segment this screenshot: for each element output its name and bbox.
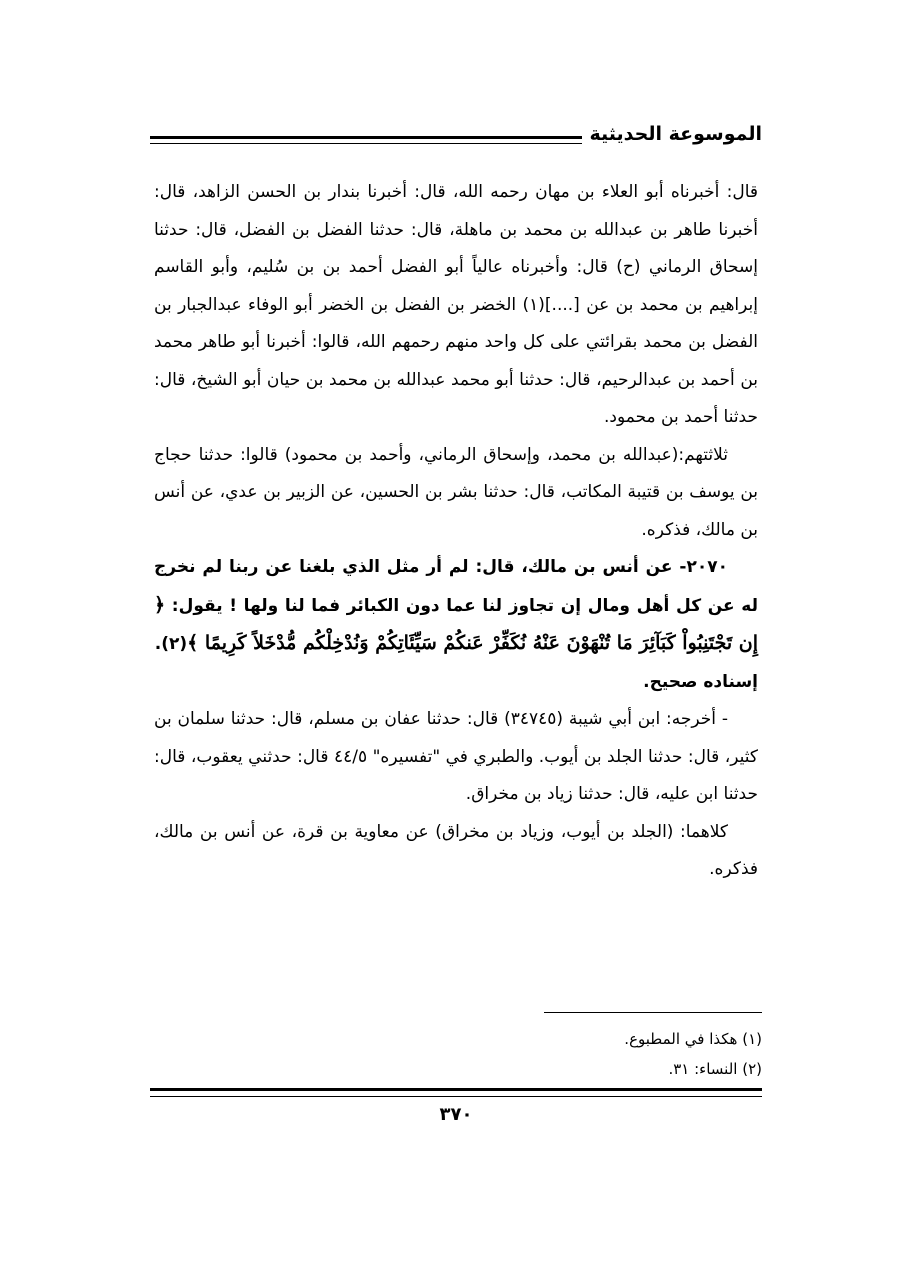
book-page (150, 112, 762, 1252)
verse-footnote-ref: (٢). (154, 634, 188, 654)
quran-verse: ﴿ إِن تَجْتَنِبُواْ كَبَآئِرَ مَا تُنْهَوْنَ عَنْهُ نُكَفِّرْ عَنكُمْ سَيِّئَاتِكُمْ وَنُدْخِلْكُم مُّدْخَلاً كَرِيمًا ﴾ (154, 593, 758, 654)
main-text (154, 174, 758, 889)
running-header (150, 112, 762, 152)
takhrij-summary: كلاهما: (الجلد بن أيوب، وزياد بن مخراق) عن معاوية بن قرة، عن أنس بن مالك، فذكره. (154, 821, 758, 879)
isnad-grade: إسناده صحيح. (643, 671, 758, 692)
hadith-paragraph (154, 549, 758, 664)
takhrij-paragraph: - أخرجه: ابن أبي شيبة (٣٤٧٤٥) قال: حدثنا عفان بن مسلم، قال: حدثنا سلمان بن كثير، قال: حدثنا الجلد بن أيوب. والطبري في "تفسيره" ٤٤/٥ قال: حدثني يعقوب، قال: حدثنا ابن عليه، قال: حدثنا زياد بن مخراق. (154, 709, 759, 804)
footnotes (150, 1024, 762, 1084)
header-title: الموسوعة الحديثية (582, 122, 763, 146)
hadith-text: ٢٠٧٠- عن أنس بن مالك، قال: لم أر مثل الذي بلغنا عن ربنا لم نخرج له عن كل أهل ومال إن تجاوز لنا عما دون الكبائر فما لنا ولها ! يقول: (154, 557, 758, 616)
footnote-separator (544, 1012, 762, 1013)
header-rule (150, 136, 600, 144)
footer-rule (150, 1088, 762, 1097)
footnote-1: (١) هكذا في المطبوع. (624, 1030, 762, 1048)
footnote-2: (٢) النساء: ٣١. (668, 1060, 762, 1078)
page-number: ٣٧٠ (439, 1104, 473, 1125)
isnad-paragraph-2: ثلاثتهم:(عبدالله بن محمد، وإسحاق الرماني، وأحمد بن محمود) قالوا: حدثنا حجاج بن يوسف بن قتيبة المكاتب، قال: حدثنا بشر بن الحسين، عن الزبير بن عدي، عن أنس بن مالك، فذكره. (154, 444, 758, 540)
isnad-paragraph-1: قال: أخبرناه أبو العلاء بن مهان رحمه الله، قال: أخبرنا بندار بن الحسن الزاهد، قال: أخبرنا طاهر بن عبدالله بن محمد بن ماهلة، قال: حدثنا الفضل بن الفضل، قال: حدثنا إسحاق الرماني (ح) قال: وأخبرناه عالياً أبو الفضل أحمد بن بن سُليم، وأبو القاسم إبراهيم بن محمد بن عن [....](١) الخضر بن الفضل بن الخضر أبو الوفاء عبدالجبار بن الفضل بن محمد بقرائتي على كل واحد منهم رحمهم الله، قالوا: أخبرنا أبو طاهر محمد بن أحمد بن عبدالرحيم، قال: حدثنا أبو محمد عبدالله بن محمد بن حيان أبو الشيخ، قال: حدثنا أحمد بن محمود. (154, 182, 758, 427)
